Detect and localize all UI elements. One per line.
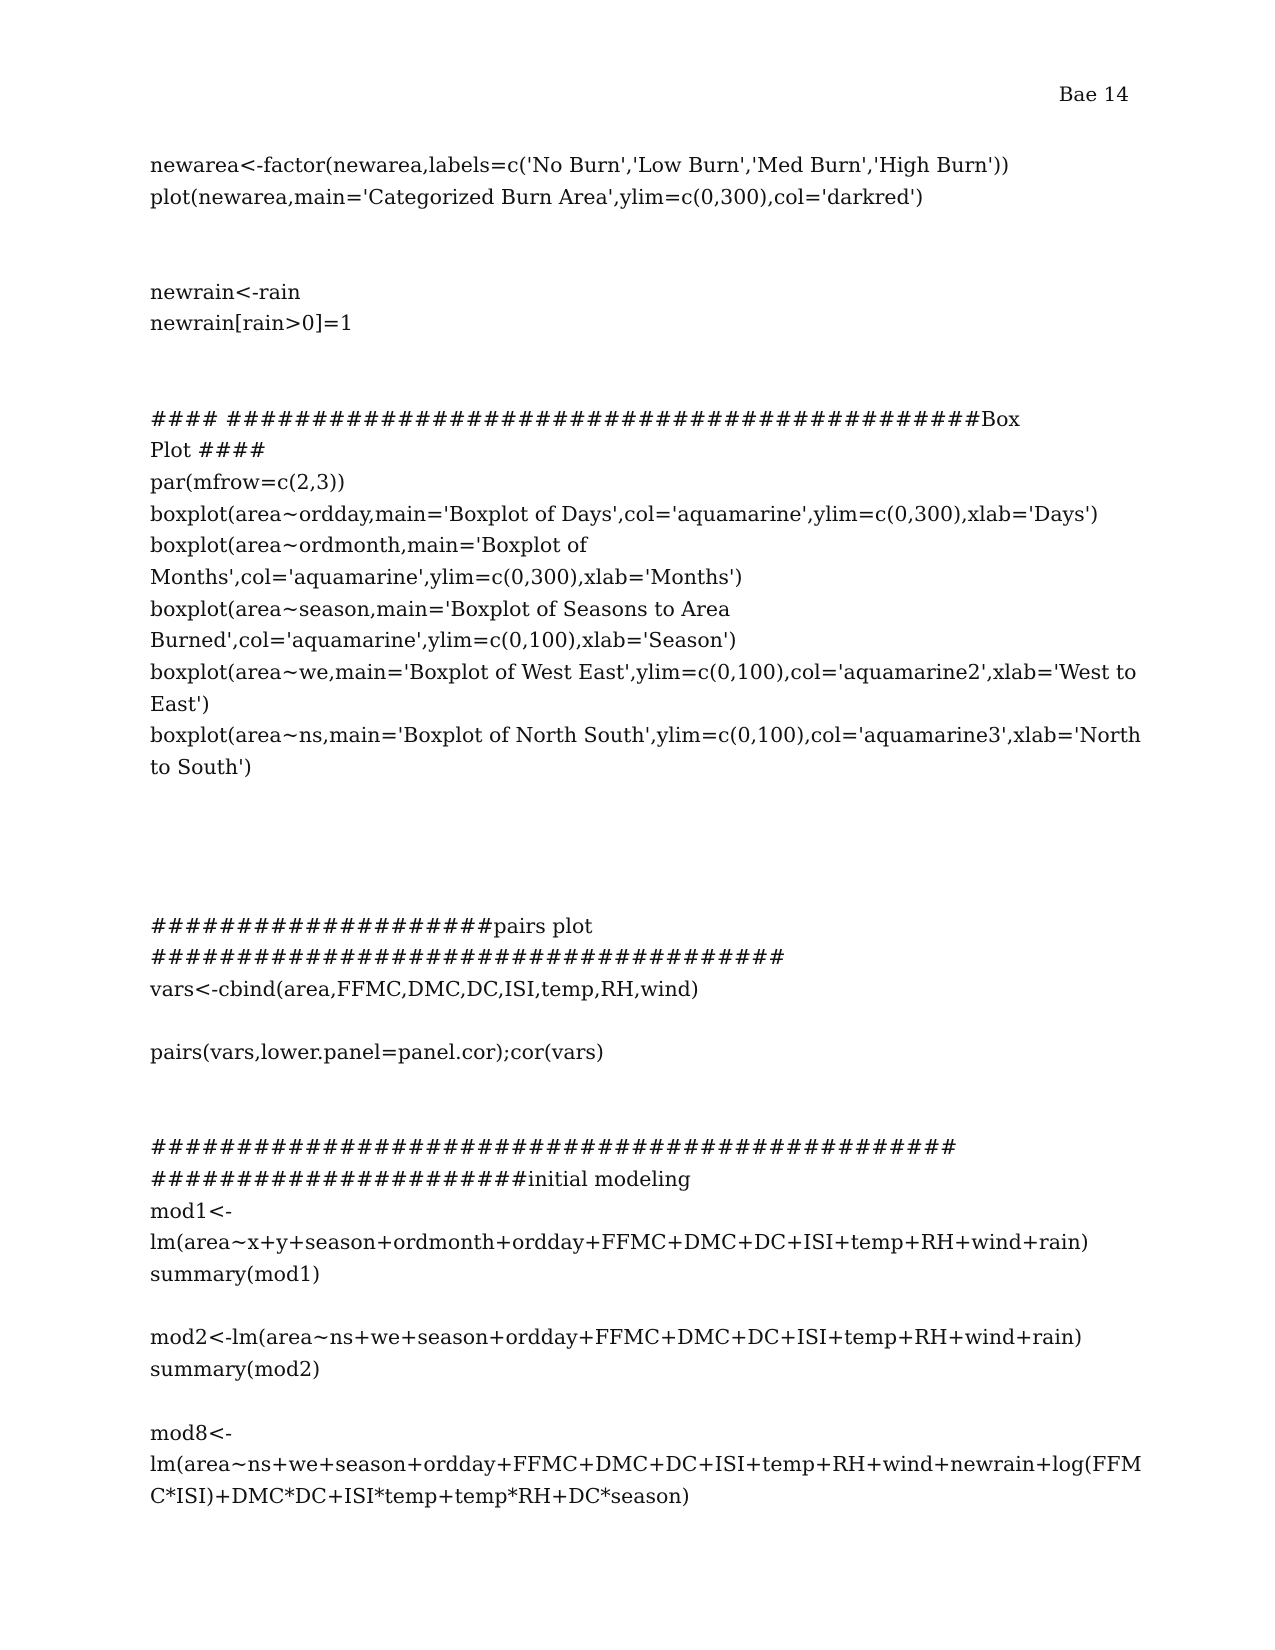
code-line: to South'): [150, 755, 252, 780]
code-line: C*ISI)+DMC*DC+ISI*temp+temp*RH+DC*season): [150, 1483, 690, 1508]
code-line: #####################################: [150, 945, 786, 970]
code-line: boxplot(area~we,main='Boxplot of West East',ylim=c(0,100),col='aquamarine2',xlab='West to: [150, 660, 1137, 684]
code-line: #### ############################################Box: [150, 406, 1020, 431]
code-line: East'): [150, 691, 210, 716]
blank-line: [150, 784, 1130, 816]
code-line: newrain<-rain: [150, 279, 301, 304]
code-line: pairs(vars,lower.panel=panel.cor);cor(vars): [150, 1040, 604, 1065]
blank-line: [150, 1006, 1130, 1038]
blank-line: [150, 245, 1130, 277]
blank-line: [150, 815, 1130, 847]
blank-line: [150, 847, 1130, 879]
code-line: lm(area~ns+we+season+ordday+FFMC+DMC+DC+ISI+temp+RH+wind+newrain+log(FFM: [150, 1452, 1142, 1477]
code-line: boxplot(area~ordday,main='Boxplot of Days',col='aquamarine',ylim=c(0,300),xlab='Days'): [150, 501, 1099, 526]
blank-line: [150, 340, 1130, 372]
code-line: newrain[rain>0]=1: [150, 311, 353, 336]
blank-line: [150, 1291, 1130, 1323]
code-line: par(mfrow=c(2,3)): [150, 469, 346, 494]
code-line: Burned',col='aquamarine',ylim=c(0,100),xlab='Season'): [150, 628, 737, 653]
code-line: ###############################################: [150, 1135, 958, 1160]
code-line: summary(mod2): [150, 1357, 321, 1382]
code-line: Months',col='aquamarine',ylim=c(0,300),xlab='Months'): [150, 564, 743, 589]
blank-line: [150, 1069, 1130, 1101]
page-number-header: Bae 14: [1058, 82, 1129, 106]
code-line: newarea<-factor(newarea,labels=c('No Burn','Low Burn','Med Burn','High Burn')): [150, 153, 1010, 177]
code-line: boxplot(area~ns,main='Boxplot of North South',ylim=c(0,100),col='aquamarine3',xlab='North: [150, 723, 1142, 748]
code-line: boxplot(area~ordmonth,main='Boxplot of: [150, 533, 587, 558]
code-line: lm(area~x+y+season+ordmonth+ordday+FFMC+DMC+DC+ISI+temp+RH+wind+rain): [150, 1230, 1089, 1255]
code-line: mod1<-: [150, 1198, 233, 1223]
code-line: ######################initial modeling: [150, 1167, 691, 1191]
code-line: ####################pairs plot: [150, 913, 593, 938]
code-line: mod8<-: [150, 1420, 233, 1445]
blank-line: [150, 1101, 1130, 1133]
code-line: plot(newarea,main='Categorized Burn Area',ylim=c(0,300),col='darkred'): [150, 184, 924, 209]
code-line: summary(mod1): [150, 1262, 321, 1287]
code-listing: [150, 150, 1142, 1513]
code-line: boxplot(area~season,main='Boxplot of Seasons to Area: [150, 596, 731, 621]
code-line: mod2<-lm(area~ns+we+season+ordday+FFMC+DMC+DC+ISI+temp+RH+wind+rain): [150, 1325, 1083, 1350]
blank-line: [150, 879, 1130, 911]
code-line: Plot ####: [150, 438, 267, 463]
code-line: vars<-cbind(area,FFMC,DMC,DC,ISI,temp,RH,wind): [150, 976, 699, 1001]
blank-line: [150, 1386, 1130, 1418]
blank-line: [150, 213, 1130, 245]
blank-line: [150, 372, 1130, 404]
